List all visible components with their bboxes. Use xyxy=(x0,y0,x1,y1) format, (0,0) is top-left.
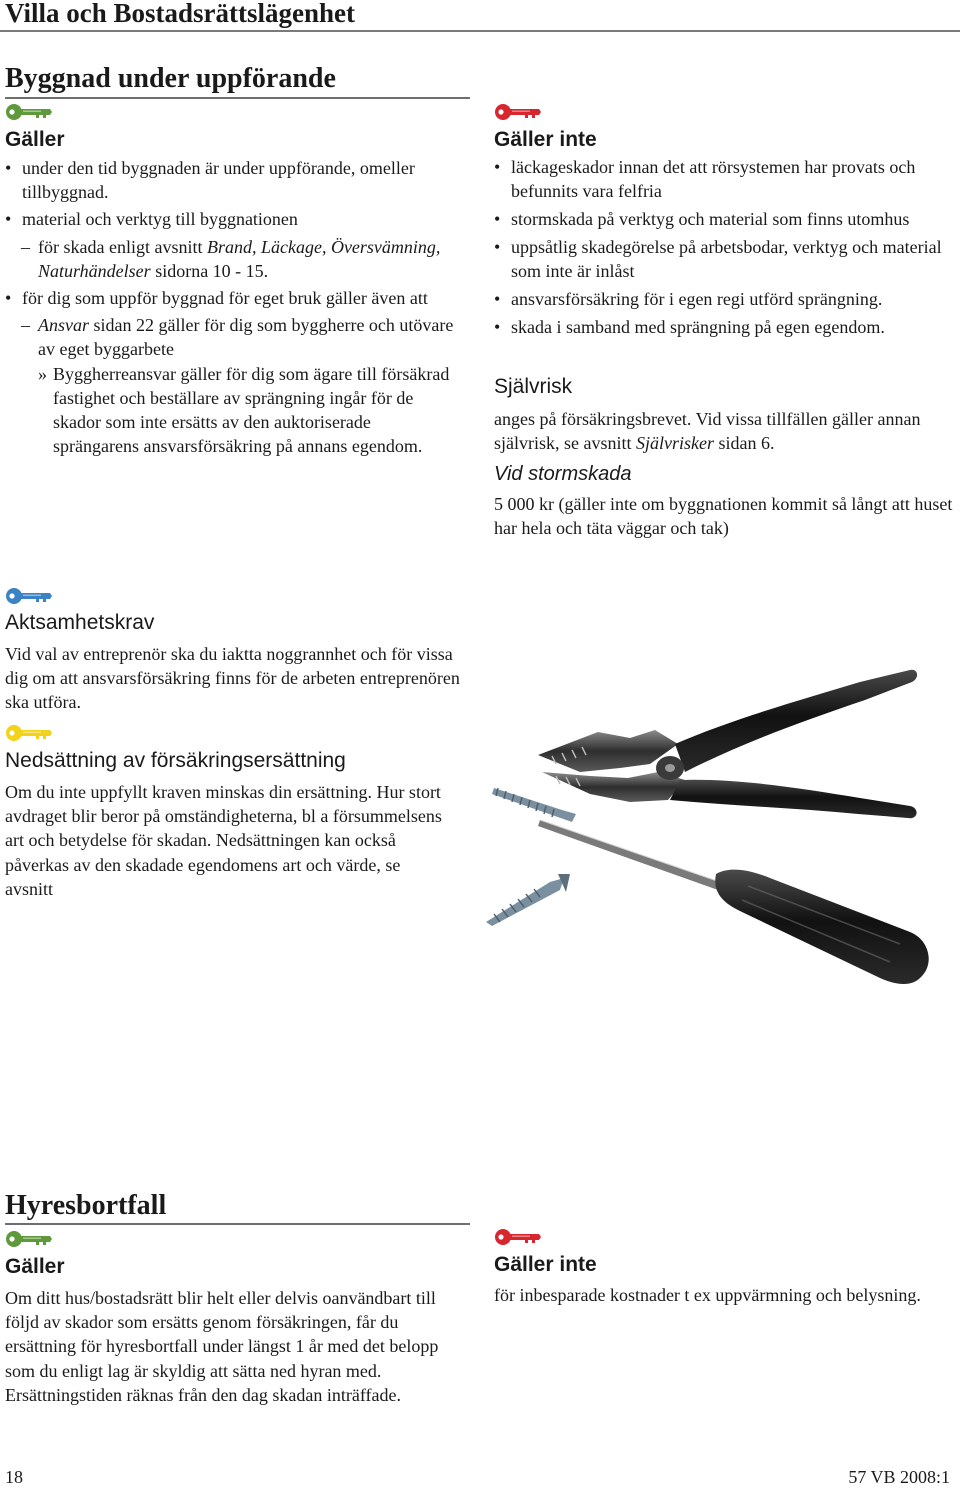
list-item xyxy=(5,207,460,231)
list-item-text: för skada enligt avsnitt xyxy=(38,236,207,257)
header-rule xyxy=(0,30,960,32)
screwdriver-image xyxy=(538,820,929,984)
sjalvrisk-text-part: anges på försäkringsbrevet. Vid vissa tillfällen gäller annan självrisk, se avsnitt xyxy=(494,409,921,454)
sjalvrisk-text-part: sidan 6. xyxy=(714,433,775,454)
page-number: 18 xyxy=(5,1467,23,1487)
galler-inte-list xyxy=(494,155,954,342)
sjalvrisk-reference: Självrisker xyxy=(636,433,714,454)
list-item: • skada i samband med sprängning på egen egendom. xyxy=(494,315,954,339)
sjalvrisk-text xyxy=(494,407,954,455)
document-code: 57 VB 2008:1 xyxy=(848,1467,950,1487)
sub-sub-list-item xyxy=(5,362,460,459)
heading-vid-stormskada: Vid stormskada xyxy=(494,463,632,485)
list-item-reference: Brand, Läckage, Översvämning, Naturhändelser xyxy=(38,236,441,281)
red-key-icon xyxy=(494,101,542,123)
section-title-hyresbortfall: Hyresbortfall xyxy=(5,1190,167,1221)
list-item: • ansvarsförsäkring för i egen regi utförd sprängning. xyxy=(494,287,954,311)
heading-galler: Gäller xyxy=(5,1255,65,1278)
list-item xyxy=(5,286,460,310)
red-key-icon xyxy=(494,1226,542,1248)
stormskada-text: 5 000 kr (gäller inte om byggnationen kommit så långt att huset har hela och täta väggar och tak) xyxy=(494,494,953,539)
section-rule xyxy=(5,1223,470,1225)
blue-key-icon xyxy=(5,585,53,607)
aktsamhetskrav-text: Vid val av entreprenör ska du iaktta noggrannhet och för vissa dig om att ansvarsförsäkring finns för de arbeten entreprenören ska utföra. xyxy=(5,644,460,713)
list-item-text: material och verktyg till byggnationen xyxy=(22,209,298,230)
heading-galler-inte: Gäller inte xyxy=(494,128,597,151)
page-title: Villa och Bostadsrättslägenhet xyxy=(5,0,355,28)
tools-illustration xyxy=(480,660,950,1000)
list-item-text: Byggherreansvar gäller för dig som ägare till försäkrad fastighet och beställare av sprängning ingår för de skador som inte ersätts av den auktoriserade sprängarens ansvarsförsäkring på annans egendom. xyxy=(53,363,450,457)
list-item xyxy=(5,156,460,204)
heading-galler: Gäller xyxy=(5,128,65,151)
screws-image xyxy=(486,788,576,926)
list-item-text: under den tid byggnaden är under uppförande, omeller tillbyggnad. xyxy=(22,158,415,203)
nedsattning-text: Om du inte uppfyllt kraven minskas din ersättning. Hur stort avdraget blir beror på omständigheterna, bl a försummelsens art och betydelse för skadan. Nedsättningen kan också påverkas av den skadade egendomens art och värde, se avsnitt xyxy=(5,782,442,899)
list-item-text: sidan 22 gäller för dig som byggherre och utövare av eget byggarbete xyxy=(38,315,454,360)
yellow-key-icon xyxy=(5,722,53,744)
list-item-reference: Ansvar xyxy=(38,315,89,336)
hyresbortfall-galler-text: Om ditt hus/bostadsrätt blir helt eller delvis oanvändbart till följd av skador som ersätts genom försäkringen, får du ersättning för hyresbortfall under längst 1 år med det belopp som du enligt lag är skyldig att sätta ned hyran med. Ersättningstiden räknas från den dag skadan inträffade. xyxy=(5,1288,439,1405)
hyresbortfall-galler-inte-text: för inbesparade kostnader t ex uppvärmning och belysning. xyxy=(494,1285,921,1305)
list-item: • läckageskador innan det att rörsystemen har provats och befunnits vara felfria xyxy=(494,155,954,203)
list-item: • stormskada på verktyg och material som finns utomhus xyxy=(494,207,954,231)
heading-aktsamhetskrav: Aktsamhetskrav xyxy=(5,611,155,634)
section-title-byggnad: Byggnad under uppförande xyxy=(5,63,336,94)
sub-list-item xyxy=(5,313,460,361)
section-rule xyxy=(5,97,470,99)
heading-galler-inte: Gäller inte xyxy=(494,1253,597,1276)
sub-list-item xyxy=(5,235,460,283)
heading-sjalvrisk: Självrisk xyxy=(494,375,573,398)
list-item-text: sidorna 10 - 15. xyxy=(150,260,269,281)
green-key-icon xyxy=(5,1228,53,1250)
heading-nedsattning: Nedsättning av försäkringsersättning xyxy=(5,749,346,772)
pliers-image xyxy=(538,670,917,818)
list-item-text: för dig som uppför byggnad för eget bruk gäller även att xyxy=(22,288,428,309)
galler-list xyxy=(5,156,460,458)
list-item: • uppsåtlig skadegörelse på arbetsbodar, verktyg och material som inte är inlåst xyxy=(494,235,954,283)
green-key-icon xyxy=(5,101,53,123)
